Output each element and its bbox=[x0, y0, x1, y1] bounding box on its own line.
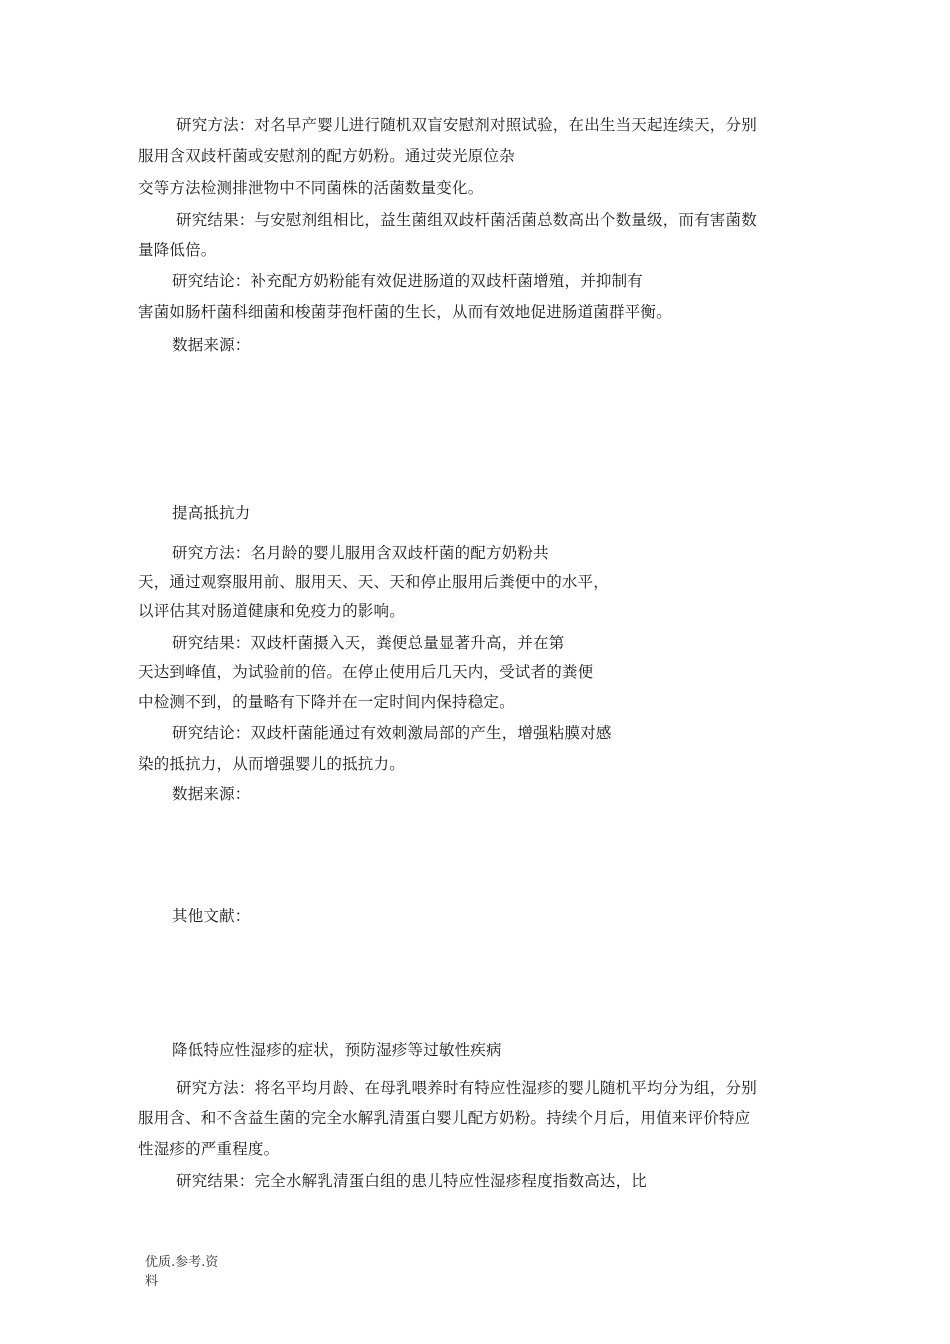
conclusion-paragraph-line: 研究结论：双歧杆菌能通过有效刺激局部的产生，增强粘膜对感 bbox=[172, 724, 612, 742]
data-source-label: 数据来源： bbox=[172, 336, 251, 354]
footer-text: 料 bbox=[145, 1274, 159, 1289]
methods-paragraph-line: 研究方法：将名平均月龄、在母乳喂养时有特应性湿疹的婴儿随机平均分为组，分别 bbox=[176, 1079, 757, 1097]
results-paragraph-line: 中检测不到，的量略有下降并在一定时间内保持稳定。 bbox=[138, 693, 515, 711]
other-literature-label: 其他文献： bbox=[172, 907, 251, 925]
methods-paragraph-line: 天，通过观察服用前、服用天、天、天和停止服用后粪便中的水平， bbox=[138, 573, 610, 591]
data-source-label: 数据来源： bbox=[172, 785, 251, 803]
results-paragraph-line: 研究结果：双歧杆菌摄入天，粪便总量显著升高，并在第 bbox=[172, 634, 565, 652]
conclusion-paragraph-line: 研究结论：补充配方奶粉能有效促进肠道的双歧杆菌增殖，并抑制有 bbox=[172, 272, 644, 290]
footer-text: 优质.参考.资 bbox=[145, 1255, 219, 1270]
results-paragraph-line: 量降低倍。 bbox=[138, 241, 217, 259]
section-heading: 提高抵抗力 bbox=[172, 504, 251, 522]
conclusion-paragraph-line: 染的抵抗力，从而增强婴儿的抵抗力。 bbox=[138, 755, 405, 773]
methods-paragraph-line: 以评估其对肠道健康和免疫力的影响。 bbox=[138, 602, 405, 620]
section-heading: 降低特应性湿疹的症状，预防湿疹等过敏性疾病 bbox=[172, 1041, 502, 1059]
results-paragraph-line: 研究结果：与安慰剂组相比，益生菌组双歧杆菌活菌总数高出个数量级，而有害菌数 bbox=[176, 211, 757, 229]
results-paragraph-line: 研究结果：完全水解乳清蛋白组的患儿特应性湿疹程度指数高达，比 bbox=[176, 1172, 648, 1190]
conclusion-paragraph-line: 害菌如肠杆菌科细菌和梭菌芽孢杆菌的生长，从而有效地促进肠道菌群平衡。 bbox=[138, 303, 672, 321]
methods-paragraph-line: 服用含双歧杆菌或安慰剂的配方奶粉。通过荧光原位杂 bbox=[138, 147, 515, 165]
methods-paragraph-line: 研究方法：对名早产婴儿进行随机双盲安慰剂对照试验，在出生当天起连续天，分别 bbox=[176, 116, 757, 134]
methods-paragraph-line: 性湿疹的严重程度。 bbox=[138, 1140, 280, 1158]
results-paragraph-line: 天达到峰值，为试验前的倍。在停止使用后几天内，受试者的粪便 bbox=[138, 663, 594, 681]
methods-paragraph-line: 交等方法检测排泄物中不同菌株的活菌数量变化。 bbox=[138, 179, 484, 197]
methods-paragraph-line: 服用含、和不含益生菌的完全水解乳清蛋白婴儿配方奶粉。持续个月后，用值来评价特应 bbox=[138, 1109, 751, 1127]
methods-paragraph-line: 研究方法：名月龄的婴儿服用含双歧杆菌的配方奶粉共 bbox=[172, 544, 549, 562]
